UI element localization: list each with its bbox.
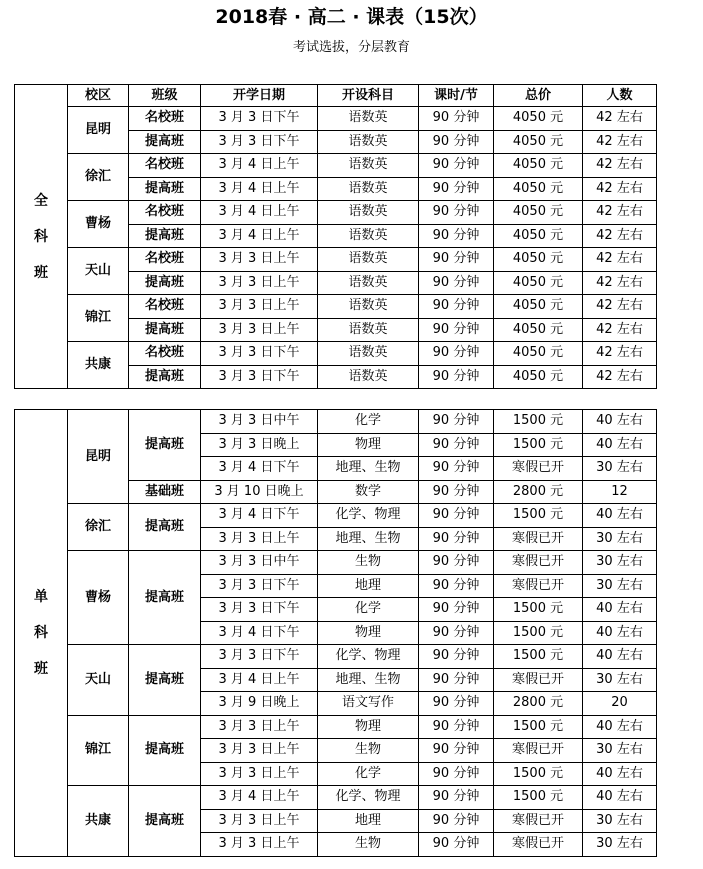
page-title: 2018春 · 高二 · 课表（15次） bbox=[215, 6, 488, 28]
subject-cell: 化学 bbox=[318, 598, 419, 622]
count-cell: 40 左右 bbox=[583, 645, 657, 669]
table-row bbox=[15, 786, 657, 810]
column-header: 开学日期 bbox=[201, 85, 318, 107]
count-cell: 12 bbox=[583, 480, 657, 504]
duration-cell: 90 分钟 bbox=[419, 551, 494, 575]
start-date-cell: 3 月 4 日上午 bbox=[201, 201, 318, 225]
start-date-cell: 3 月 3 日下午 bbox=[201, 130, 318, 154]
column-header: 校区 bbox=[68, 85, 129, 107]
start-date-cell: 3 月 4 日上午 bbox=[201, 786, 318, 810]
start-date-cell: 3 月 4 日上午 bbox=[201, 154, 318, 178]
full-subject-table bbox=[14, 84, 657, 389]
page-subtitle: 考试选拔，分层教育 bbox=[292, 40, 410, 55]
start-date-cell: 3 月 3 日上午 bbox=[201, 295, 318, 319]
start-date-cell: 3 月 3 日中午 bbox=[201, 410, 318, 434]
count-cell: 42 左右 bbox=[583, 248, 657, 272]
price-cell: 寒假已开 bbox=[494, 527, 583, 551]
count-cell: 42 左右 bbox=[583, 365, 657, 389]
subject-cell: 数学 bbox=[318, 480, 419, 504]
duration-cell: 90 分钟 bbox=[419, 480, 494, 504]
start-date-cell: 3 月 3 日下午 bbox=[201, 365, 318, 389]
class-type-cell: 提高班 bbox=[129, 551, 201, 645]
column-header: 总价 bbox=[494, 85, 583, 107]
column-header: 开设科目 bbox=[318, 85, 419, 107]
price-cell: 寒假已开 bbox=[494, 551, 583, 575]
price-cell: 寒假已开 bbox=[494, 457, 583, 481]
subject-cell: 语数英 bbox=[318, 342, 419, 366]
duration-cell: 90 分钟 bbox=[419, 271, 494, 295]
class-type-cell: 提高班 bbox=[129, 410, 201, 481]
count-cell: 42 左右 bbox=[583, 177, 657, 201]
duration-cell: 90 分钟 bbox=[419, 668, 494, 692]
count-cell: 30 左右 bbox=[583, 551, 657, 575]
subject-cell: 物理 bbox=[318, 621, 419, 645]
price-cell: 4050 元 bbox=[494, 342, 583, 366]
price-cell: 寒假已开 bbox=[494, 574, 583, 598]
price-cell: 寒假已开 bbox=[494, 833, 583, 857]
count-cell: 40 左右 bbox=[583, 715, 657, 739]
duration-cell: 90 分钟 bbox=[419, 433, 494, 457]
table-row bbox=[15, 410, 657, 434]
subject-cell: 语数英 bbox=[318, 154, 419, 178]
duration-cell: 90 分钟 bbox=[419, 715, 494, 739]
subject-cell: 语数英 bbox=[318, 248, 419, 272]
class-type-cell: 提高班 bbox=[129, 318, 201, 342]
subject-cell: 语数英 bbox=[318, 271, 419, 295]
subject-cell: 语数英 bbox=[318, 107, 419, 131]
table-row bbox=[15, 201, 657, 225]
subject-cell: 生物 bbox=[318, 551, 419, 575]
price-cell: 2800 元 bbox=[494, 480, 583, 504]
duration-cell: 90 分钟 bbox=[419, 318, 494, 342]
duration-cell: 90 分钟 bbox=[419, 295, 494, 319]
class-type-cell: 提高班 bbox=[129, 504, 201, 551]
price-cell: 4050 元 bbox=[494, 130, 583, 154]
duration-cell: 90 分钟 bbox=[419, 645, 494, 669]
class-type-cell: 提高班 bbox=[129, 130, 201, 154]
duration-cell: 90 分钟 bbox=[419, 410, 494, 434]
duration-cell: 90 分钟 bbox=[419, 342, 494, 366]
count-cell: 30 左右 bbox=[583, 739, 657, 763]
subject-cell: 地理、生物 bbox=[318, 457, 419, 481]
subject-cell: 生物 bbox=[318, 833, 419, 857]
start-date-cell: 3 月 3 日下午 bbox=[201, 342, 318, 366]
start-date-cell: 3 月 3 日上午 bbox=[201, 739, 318, 763]
count-cell: 42 左右 bbox=[583, 224, 657, 248]
subject-cell: 地理 bbox=[318, 809, 419, 833]
class-type-cell: 提高班 bbox=[129, 645, 201, 716]
duration-cell: 90 分钟 bbox=[419, 598, 494, 622]
start-date-cell: 3 月 3 日下午 bbox=[201, 645, 318, 669]
price-cell: 4050 元 bbox=[494, 318, 583, 342]
duration-cell: 90 分钟 bbox=[419, 574, 494, 598]
start-date-cell: 3 月 4 日下午 bbox=[201, 621, 318, 645]
subject-cell: 化学 bbox=[318, 762, 419, 786]
duration-cell: 90 分钟 bbox=[419, 504, 494, 528]
count-cell: 30 左右 bbox=[583, 809, 657, 833]
count-cell: 40 左右 bbox=[583, 762, 657, 786]
table-row bbox=[15, 107, 657, 131]
start-date-cell: 3 月 3 日下午 bbox=[201, 598, 318, 622]
count-cell: 42 左右 bbox=[583, 318, 657, 342]
class-type-cell: 名校班 bbox=[129, 342, 201, 366]
class-type-cell: 名校班 bbox=[129, 248, 201, 272]
price-cell: 4050 元 bbox=[494, 107, 583, 131]
class-type-cell: 名校班 bbox=[129, 201, 201, 225]
subject-cell: 语数英 bbox=[318, 295, 419, 319]
campus-cell: 曹杨 bbox=[68, 201, 129, 248]
price-cell: 1500 元 bbox=[494, 433, 583, 457]
count-cell: 30 左右 bbox=[583, 527, 657, 551]
duration-cell: 90 分钟 bbox=[419, 177, 494, 201]
start-date-cell: 3 月 4 日下午 bbox=[201, 457, 318, 481]
price-cell: 4050 元 bbox=[494, 224, 583, 248]
subject-cell: 语数英 bbox=[318, 201, 419, 225]
column-header: 班级 bbox=[129, 85, 201, 107]
subject-cell: 地理、生物 bbox=[318, 527, 419, 551]
price-cell: 1500 元 bbox=[494, 410, 583, 434]
duration-cell: 90 分钟 bbox=[419, 107, 494, 131]
section-label-char: 班 bbox=[34, 264, 48, 281]
count-cell: 42 左右 bbox=[583, 295, 657, 319]
start-date-cell: 3 月 3 日上午 bbox=[201, 715, 318, 739]
header-row bbox=[15, 85, 657, 107]
price-cell: 寒假已开 bbox=[494, 739, 583, 763]
duration-cell: 90 分钟 bbox=[419, 248, 494, 272]
duration-cell: 90 分钟 bbox=[419, 527, 494, 551]
campus-cell: 共康 bbox=[68, 786, 129, 857]
duration-cell: 90 分钟 bbox=[419, 365, 494, 389]
campus-cell: 昆明 bbox=[68, 410, 129, 504]
count-cell: 30 左右 bbox=[583, 833, 657, 857]
price-cell: 1500 元 bbox=[494, 762, 583, 786]
class-type-cell: 提高班 bbox=[129, 224, 201, 248]
count-cell: 40 左右 bbox=[583, 410, 657, 434]
start-date-cell: 3 月 3 日上午 bbox=[201, 271, 318, 295]
class-type-cell: 提高班 bbox=[129, 786, 201, 857]
price-cell: 1500 元 bbox=[494, 645, 583, 669]
price-cell: 2800 元 bbox=[494, 692, 583, 716]
class-type-cell: 提高班 bbox=[129, 177, 201, 201]
duration-cell: 90 分钟 bbox=[419, 692, 494, 716]
price-cell: 1500 元 bbox=[494, 786, 583, 810]
campus-cell: 天山 bbox=[68, 645, 129, 716]
table-row bbox=[15, 551, 657, 575]
count-cell: 42 左右 bbox=[583, 107, 657, 131]
duration-cell: 90 分钟 bbox=[419, 833, 494, 857]
table-row bbox=[15, 504, 657, 528]
duration-cell: 90 分钟 bbox=[419, 621, 494, 645]
price-cell: 4050 元 bbox=[494, 248, 583, 272]
start-date-cell: 3 月 3 日上午 bbox=[201, 318, 318, 342]
start-date-cell: 3 月 3 日下午 bbox=[201, 574, 318, 598]
price-cell: 寒假已开 bbox=[494, 809, 583, 833]
section-label-char: 单 bbox=[34, 588, 48, 605]
start-date-cell: 3 月 4 日上午 bbox=[201, 668, 318, 692]
price-cell: 4050 元 bbox=[494, 177, 583, 201]
count-cell: 30 左右 bbox=[583, 457, 657, 481]
class-type-cell: 名校班 bbox=[129, 107, 201, 131]
subject-cell: 语文写作 bbox=[318, 692, 419, 716]
column-header: 人数 bbox=[583, 85, 657, 107]
start-date-cell: 3 月 3 日上午 bbox=[201, 527, 318, 551]
subject-cell: 地理、生物 bbox=[318, 668, 419, 692]
column-header: 课时/节 bbox=[419, 85, 494, 107]
duration-cell: 90 分钟 bbox=[419, 154, 494, 178]
campus-cell: 徐汇 bbox=[68, 154, 129, 201]
price-cell: 4050 元 bbox=[494, 295, 583, 319]
count-cell: 40 左右 bbox=[583, 598, 657, 622]
section-label bbox=[15, 85, 68, 389]
table-row bbox=[15, 645, 657, 669]
price-cell: 4050 元 bbox=[494, 201, 583, 225]
campus-cell: 昆明 bbox=[68, 107, 129, 154]
class-type-cell: 提高班 bbox=[129, 271, 201, 295]
section-label-char: 班 bbox=[34, 660, 48, 677]
subject-cell: 语数英 bbox=[318, 224, 419, 248]
class-type-cell: 基础班 bbox=[129, 480, 201, 504]
subject-cell: 语数英 bbox=[318, 365, 419, 389]
count-cell: 42 左右 bbox=[583, 271, 657, 295]
count-cell: 40 左右 bbox=[583, 433, 657, 457]
table-row bbox=[15, 248, 657, 272]
duration-cell: 90 分钟 bbox=[419, 130, 494, 154]
price-cell: 1500 元 bbox=[494, 621, 583, 645]
start-date-cell: 3 月 3 日上午 bbox=[201, 762, 318, 786]
campus-cell: 锦江 bbox=[68, 295, 129, 342]
start-date-cell: 3 月 4 日下午 bbox=[201, 504, 318, 528]
campus-cell: 共康 bbox=[68, 342, 129, 389]
section-label-char: 科 bbox=[34, 624, 48, 641]
campus-cell: 曹杨 bbox=[68, 551, 129, 645]
single-subject-table bbox=[14, 409, 657, 857]
campus-cell: 锦江 bbox=[68, 715, 129, 786]
start-date-cell: 3 月 3 日下午 bbox=[201, 107, 318, 131]
table-row bbox=[15, 715, 657, 739]
subject-cell: 物理 bbox=[318, 433, 419, 457]
start-date-cell: 3 月 3 日中午 bbox=[201, 551, 318, 575]
count-cell: 42 左右 bbox=[583, 342, 657, 366]
duration-cell: 90 分钟 bbox=[419, 201, 494, 225]
table-row bbox=[15, 154, 657, 178]
campus-cell: 徐汇 bbox=[68, 504, 129, 551]
duration-cell: 90 分钟 bbox=[419, 762, 494, 786]
subject-cell: 语数英 bbox=[318, 177, 419, 201]
subject-cell: 语数英 bbox=[318, 318, 419, 342]
count-cell: 40 左右 bbox=[583, 504, 657, 528]
price-cell: 4050 元 bbox=[494, 365, 583, 389]
count-cell: 42 左右 bbox=[583, 130, 657, 154]
count-cell: 42 左右 bbox=[583, 154, 657, 178]
class-type-cell: 名校班 bbox=[129, 295, 201, 319]
start-date-cell: 3 月 3 日上午 bbox=[201, 248, 318, 272]
section-label-char: 全 bbox=[34, 192, 48, 209]
subject-cell: 化学、物理 bbox=[318, 504, 419, 528]
campus-cell: 天山 bbox=[68, 248, 129, 295]
subject-cell: 物理 bbox=[318, 715, 419, 739]
price-cell: 寒假已开 bbox=[494, 668, 583, 692]
duration-cell: 90 分钟 bbox=[419, 224, 494, 248]
subject-cell: 化学、物理 bbox=[318, 786, 419, 810]
price-cell: 1500 元 bbox=[494, 598, 583, 622]
duration-cell: 90 分钟 bbox=[419, 739, 494, 763]
price-cell: 4050 元 bbox=[494, 154, 583, 178]
subject-cell: 生物 bbox=[318, 739, 419, 763]
count-cell: 30 左右 bbox=[583, 574, 657, 598]
count-cell: 42 左右 bbox=[583, 201, 657, 225]
count-cell: 20 bbox=[583, 692, 657, 716]
subject-cell: 化学、物理 bbox=[318, 645, 419, 669]
duration-cell: 90 分钟 bbox=[419, 809, 494, 833]
start-date-cell: 3 月 4 日上午 bbox=[201, 224, 318, 248]
section-label-char: 科 bbox=[34, 228, 48, 245]
count-cell: 40 左右 bbox=[583, 786, 657, 810]
class-type-cell: 名校班 bbox=[129, 154, 201, 178]
table-row bbox=[15, 295, 657, 319]
start-date-cell: 3 月 10 日晚上 bbox=[201, 480, 318, 504]
price-cell: 1500 元 bbox=[494, 715, 583, 739]
start-date-cell: 3 月 4 日上午 bbox=[201, 177, 318, 201]
count-cell: 30 左右 bbox=[583, 668, 657, 692]
start-date-cell: 3 月 3 日上午 bbox=[201, 833, 318, 857]
price-cell: 4050 元 bbox=[494, 271, 583, 295]
duration-cell: 90 分钟 bbox=[419, 786, 494, 810]
table-row bbox=[15, 342, 657, 366]
duration-cell: 90 分钟 bbox=[419, 457, 494, 481]
count-cell: 40 左右 bbox=[583, 621, 657, 645]
section-label bbox=[15, 410, 68, 857]
start-date-cell: 3 月 3 日上午 bbox=[201, 809, 318, 833]
class-type-cell: 提高班 bbox=[129, 715, 201, 786]
subject-cell: 语数英 bbox=[318, 130, 419, 154]
start-date-cell: 3 月 3 日晚上 bbox=[201, 433, 318, 457]
class-type-cell: 提高班 bbox=[129, 365, 201, 389]
start-date-cell: 3 月 9 日晚上 bbox=[201, 692, 318, 716]
subject-cell: 地理 bbox=[318, 574, 419, 598]
price-cell: 1500 元 bbox=[494, 504, 583, 528]
subject-cell: 化学 bbox=[318, 410, 419, 434]
